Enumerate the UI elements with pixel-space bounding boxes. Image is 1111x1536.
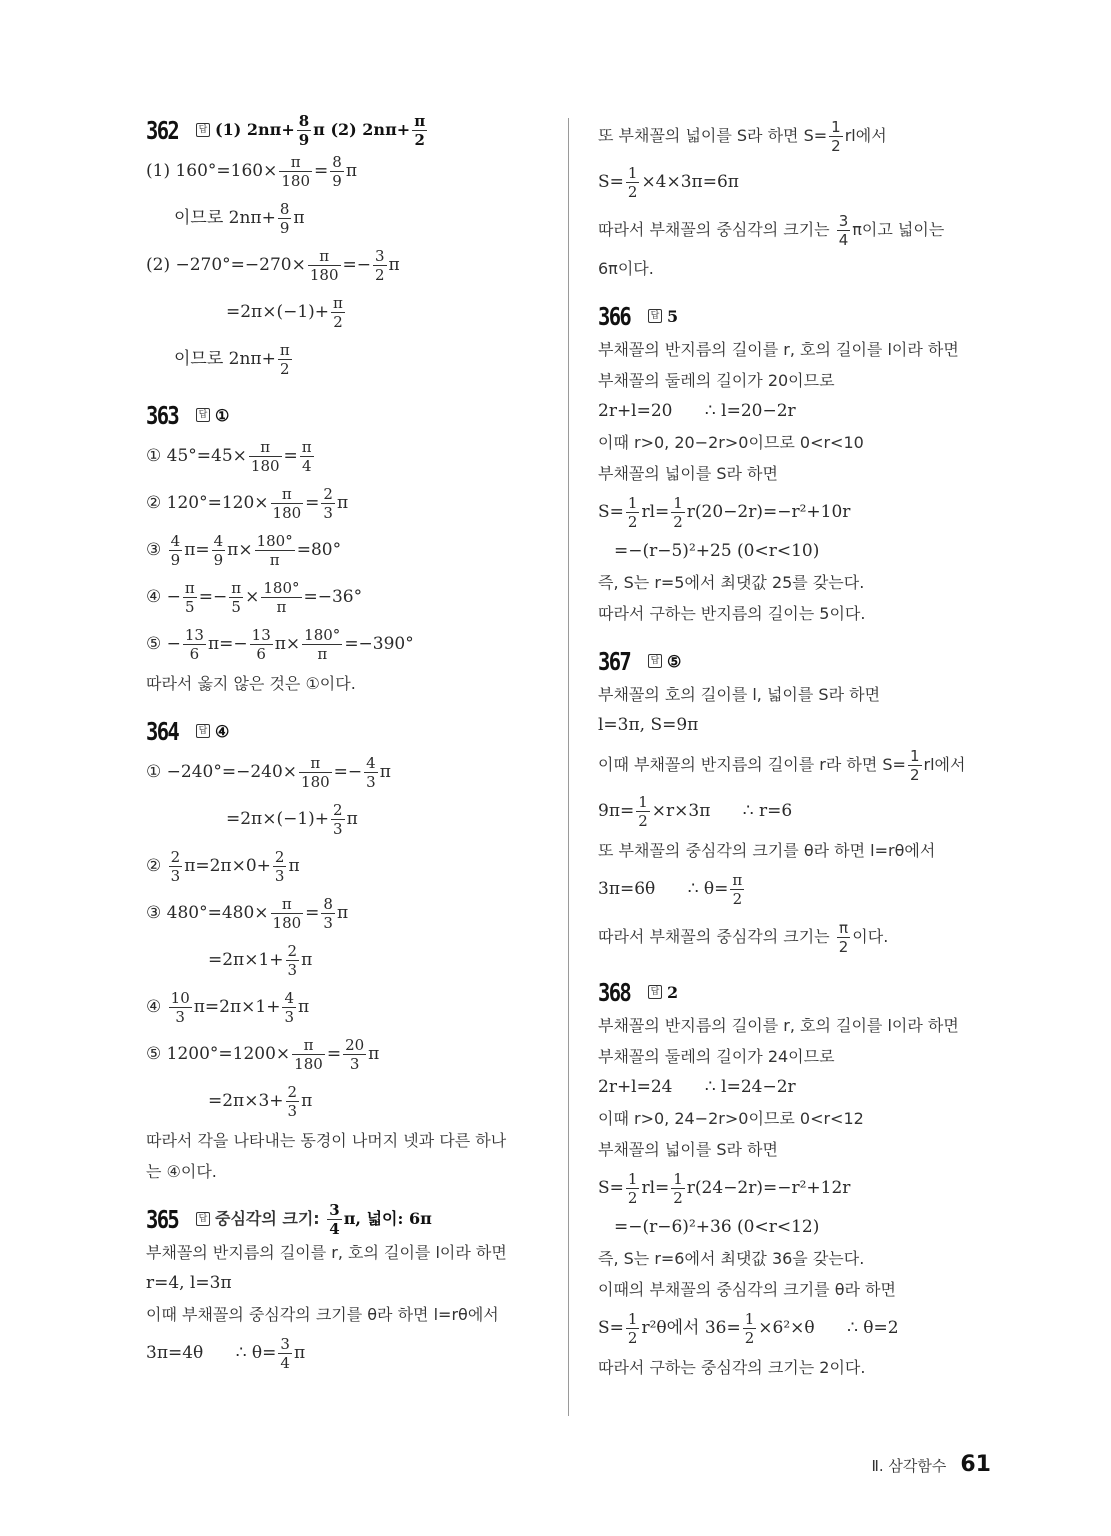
solution-line: 이므로 2nπ+ $\frac{\pi}{2}$ — [174, 341, 290, 378]
solution-line: 이때 부채꼴의 중심각의 크기를 θ라 하면 l=rθ에서 — [146, 1305, 499, 1324]
solution-line: 이므로 2nπ+ $\frac{8}{9}$ π — [174, 200, 305, 237]
chapter-title: Ⅱ. 삼각함수 — [871, 1457, 947, 1475]
solution-line: 이때 r>0, 24−2r>0이므로 0<r<12 — [598, 1109, 864, 1128]
solution-line: 부채꼴의 반지름의 길이를 r, 호의 길이를 l이라 하면 — [598, 340, 959, 359]
solution-line: 이때 r>0, 20−2r>0이므로 0<r<10 — [598, 433, 864, 452]
answer-badge-icon: 답 — [196, 724, 210, 738]
solution-line: =2π×1+ $\frac{2}{3}$ π — [208, 942, 313, 979]
solution-line: (1) 160°=160× $\frac{\pi}{180}$ = $\frac{8}{9}$ π — [146, 153, 357, 190]
solution-line: 부채꼴의 반지름의 길이를 r, 호의 길이를 l이라 하면 — [598, 1016, 959, 1035]
solution-line: 2r+l=20 ∴ l=20−2r — [598, 401, 796, 421]
answer: 2 — [667, 982, 679, 1002]
solution-conclusion: 따라서 구하는 반지름의 길이는 5이다. — [598, 604, 866, 623]
solution-line: =2π×3+ $\frac{2}{3}$ π — [208, 1083, 313, 1120]
problem-number: 368 — [598, 977, 631, 1007]
solution-line: ① 45°=45× $\frac{\pi}{180}$ = $\frac{\pi}{4}$ — [146, 438, 312, 475]
answer-badge-icon: 답 — [196, 123, 210, 137]
solution-line: r=4, l=3π — [146, 1273, 232, 1293]
solution-line: ⑤ − $\frac{13}{6}$ π=− $\frac{13}{6}$ π× $\frac{180^\circ}{\pi}$ =−390° — [146, 626, 414, 663]
solution-line: 부채꼴의 반지름의 길이를 r, 호의 길이를 l이라 하면 — [146, 1243, 507, 1262]
answer-badge-icon: 답 — [648, 985, 662, 999]
answer: (1) 2nπ+ $\frac{8}{9}$ π (2) 2nπ+ $\frac{\pi}{2}$ — [215, 111, 426, 149]
answer-badge-icon: 답 — [648, 309, 662, 323]
problem-number: 363 — [146, 400, 179, 430]
problem-364-header — [146, 713, 546, 749]
solution-conclusion: 따라서 옳지 않은 것은 ①이다. — [146, 674, 356, 693]
solution-line: 이때 부채꼴의 반지름의 길이를 r라 하면 S= $\frac{1}{2}$ rl에서 — [598, 747, 966, 784]
solution-line: 9π= $\frac{1}{2}$ ×r×3π ∴ r=6 — [598, 793, 793, 830]
solution-line: ③ $\frac{4}{9}$ π= $\frac{4}{9}$ π× $\frac{180^\circ}{\pi}$ =80° — [146, 532, 342, 569]
answer-badge-icon: 답 — [196, 408, 210, 422]
answer: ① — [215, 405, 230, 425]
solution-line: ① −240°=−240× $\frac{\pi}{180}$ =− $\frac{4}{3}$ π — [146, 754, 391, 791]
problem-362-header — [146, 112, 546, 148]
solution-line: 또 부채꼴의 넓이를 S라 하면 S= $\frac{1}{2}$ rl에서 — [598, 118, 887, 155]
solution-line: (2) −270°=−270× $\frac{\pi}{180}$ =− $\frac{3}{2}$ π — [146, 247, 400, 284]
solution-line: ⑤ 1200°=1200× $\frac{\pi}{180}$ = $\frac{20}{3}$ π — [146, 1036, 380, 1073]
solution-line: ② 120°=120× $\frac{\pi}{180}$ = $\frac{2}{3}$ π — [146, 485, 349, 522]
problem-367-header — [598, 643, 998, 679]
solution-line: 또 부채꼴의 중심각의 크기를 θ라 하면 l=rθ에서 — [598, 841, 936, 860]
problem-363-header — [146, 397, 546, 433]
problem-number: 367 — [598, 646, 631, 676]
left-column — [146, 112, 546, 1377]
problem-366-header — [598, 298, 998, 334]
problem-number: 362 — [146, 115, 179, 145]
solution-conclusion: 따라서 부채꼴의 중심각의 크기는 $\frac{\pi}{2}$ 이다. — [598, 919, 889, 956]
problem-number: 366 — [598, 301, 631, 331]
page-number: 61 — [960, 1452, 991, 1477]
solution-line: S= $\frac{1}{2}$ rl= $\frac{1}{2}$ r(20−2r)=−r²+10r — [598, 494, 851, 531]
solution-line: 2r+l=24 ∴ l=24−2r — [598, 1077, 796, 1097]
answer: ④ — [215, 721, 230, 741]
problem-368-header — [598, 974, 998, 1010]
solution-line: ③ 480°=480× $\frac{\pi}{180}$ = $\frac{8}{3}$ π — [146, 895, 349, 932]
answer: 중심각의 크기: $\frac{3}{4}$ π, 넓이: 6π — [215, 1200, 432, 1238]
page-footer — [871, 1452, 991, 1477]
solution-line: l=3π, S=9π — [598, 715, 699, 735]
problem-number: 365 — [146, 1204, 179, 1234]
solution-line: 부채꼴의 넓이를 S라 하면 — [598, 464, 778, 483]
solution-conclusion: 따라서 구하는 중심각의 크기는 2이다. — [598, 1358, 866, 1377]
solution-line: ④ − $\frac{\pi}{5}$ =− $\frac{\pi}{5}$ × $\frac{180^\circ}{\pi}$ =−36° — [146, 579, 363, 616]
answer-badge-icon: 답 — [648, 654, 662, 668]
solution-line: =2π×(−1)+ $\frac{2}{3}$ π — [226, 801, 358, 838]
solution-line: =−(r−6)²+36 (0<r<12) — [614, 1217, 820, 1237]
answer: ⑤ — [667, 651, 682, 671]
answer: 5 — [667, 306, 679, 326]
solution-line: 부채꼴의 넓이를 S라 하면 — [598, 1140, 778, 1159]
solution-line: 즉, S는 r=6에서 최댓값 36을 갖는다. — [598, 1249, 865, 1268]
solution-line: ② $\frac{2}{3}$ π=2π×0+ $\frac{2}{3}$ π — [146, 848, 300, 885]
column-divider — [568, 118, 569, 1416]
problem-365-header — [146, 1201, 546, 1237]
answer-badge-icon: 답 — [196, 1212, 210, 1226]
solution-line: S= $\frac{1}{2}$ rl= $\frac{1}{2}$ r(24−2r)=−r²+12r — [598, 1170, 851, 1207]
solution-line: 부채꼴의 둘레의 길이가 20이므로 — [598, 371, 835, 390]
solution-line: 즉, S는 r=5에서 최댓값 25를 갖는다. — [598, 573, 865, 592]
solution-line: 3π=6θ ∴ θ= $\frac{\pi}{2}$ — [598, 871, 743, 908]
solution-line: =2π×(−1)+ $\frac{\pi}{2}$ — [226, 294, 343, 331]
solution-line: =−(r−5)²+25 (0<r<10) — [614, 541, 820, 561]
solution-line: ④ $\frac{10}{3}$ π=2π×1+ $\frac{4}{3}$ π — [146, 989, 310, 1026]
solution-line: 부채꼴의 둘레의 길이가 24이므로 — [598, 1047, 835, 1066]
solution-line: S= $\frac{1}{2}$ r²θ에서 36= $\frac{1}{2}$ ×6²×θ ∴ θ=2 — [598, 1310, 899, 1347]
solution-conclusion: 6π이다. — [598, 259, 654, 278]
solution-line: 이때의 부채꼴의 중심각의 크기를 θ라 하면 — [598, 1280, 896, 1299]
right-column — [598, 112, 998, 1383]
solution-conclusion: 따라서 각을 나타내는 동경이 나머지 넷과 다른 하나 — [146, 1131, 507, 1150]
problem-number: 364 — [146, 716, 179, 746]
solution-line: S= $\frac{1}{2}$ ×4×3π=6π — [598, 164, 739, 201]
solution-line: 부채꼴의 호의 길이를 l, 넓이를 S라 하면 — [598, 685, 881, 704]
solution-line: 3π=4θ ∴ θ= $\frac{3}{4}$ π — [146, 1335, 306, 1372]
solution-line: 따라서 부채꼴의 중심각의 크기는 $\frac{3}{4}$ π이고 넓이는 — [598, 212, 945, 249]
solution-conclusion: 는 ④이다. — [146, 1162, 217, 1181]
